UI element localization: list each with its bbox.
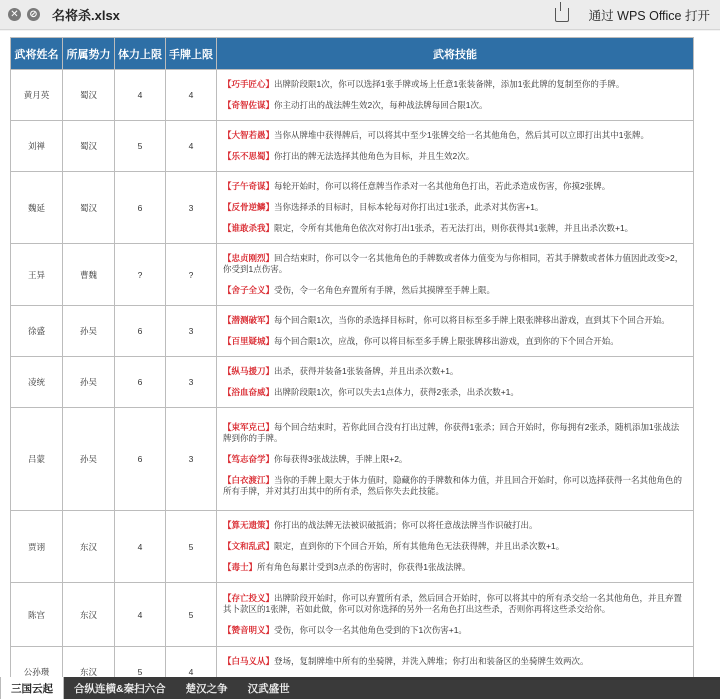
- cell-hand[interactable]: 5: [166, 511, 217, 583]
- skill-entry: [223, 541, 687, 552]
- skill-text: 你主动打出的战法牌生效2次，每种战法牌每回合限1次。: [274, 100, 488, 110]
- cell-hand[interactable]: 4: [166, 70, 217, 121]
- cell-hp[interactable]: 6: [115, 408, 166, 511]
- skill-text: 所有角色每累计受到3点杀的伤害时，你获得1张战法牌。: [257, 562, 471, 572]
- skill-text: 每轮开始时，你可以将任意牌当作杀对一名其他角色打出，若此杀造成伤害，你摸2张牌。: [274, 181, 611, 191]
- cell-name[interactable]: 陈宫: [11, 583, 63, 647]
- skill-text: 出杀，获得并装备1张装备牌，并且出杀次数+1。: [274, 366, 459, 376]
- skill-entry: [223, 253, 687, 275]
- cell-name[interactable]: 吕蒙: [11, 408, 63, 511]
- cell-hp[interactable]: ?: [115, 244, 166, 306]
- skill-text: 出牌阶段限1次，你可以选择1张手牌或场上任意1张装备牌，添加1张此牌的复制至你的手牌。: [274, 79, 625, 89]
- cell-skills[interactable]: [217, 511, 694, 583]
- header-name: 武将姓名: [11, 38, 63, 70]
- skill-text: 登场，复制牌堆中所有的坐骑牌，并洗入牌堆；你打出和装备区的坐骑牌生效两次。: [274, 656, 589, 666]
- file-name: 名将杀.xlsx: [52, 8, 120, 23]
- table-row: [11, 172, 694, 244]
- cell-faction[interactable]: 孙吴: [63, 408, 115, 511]
- skill-name: 【乐不思蜀】: [223, 151, 275, 161]
- skill-text: 当你选择杀的目标时，目标本轮每对你打出过1张杀，此杀对其伤害+1。: [274, 202, 544, 212]
- open-with-wps-button[interactable]: 通过 WPS Office 打开: [588, 9, 710, 23]
- skill-entry: [223, 100, 687, 111]
- skill-entry: [223, 151, 687, 162]
- skill-text: 你打出的牌无法选择其他角色为目标，并且生效2次。: [274, 151, 475, 161]
- cell-name[interactable]: 公孙瓒: [11, 647, 63, 698]
- cell-hp[interactable]: 6: [115, 357, 166, 408]
- skill-name: 【子午奇谋】: [223, 181, 275, 191]
- header-skills: 武将技能: [217, 38, 694, 70]
- skill-entry: [223, 366, 687, 377]
- skill-entry: [223, 223, 687, 234]
- header-hp: 体力上限: [115, 38, 166, 70]
- skill-name: 【巧手匠心】: [223, 79, 275, 89]
- skill-entry: [223, 285, 687, 296]
- skill-text: 你每获得3张战法牌，手牌上限+2。: [274, 453, 408, 464]
- skill-text: 受伤，你可以令一名其他角色受到的下1次伤害+1。: [274, 625, 467, 635]
- share-icon[interactable]: [555, 8, 569, 22]
- cell-name[interactable]: 贾诩: [11, 511, 63, 583]
- sheet-tab-3[interactable]: 楚汉之争: [185, 682, 228, 695]
- cell-skills[interactable]: [217, 70, 694, 121]
- skill-name: 【毒士】: [223, 562, 258, 572]
- cell-faction[interactable]: 东汉: [63, 583, 115, 647]
- cell-name[interactable]: 魏延: [11, 172, 63, 244]
- skill-name: 【白衣渡江】: [223, 474, 275, 485]
- no-entry-icon[interactable]: ⊘: [27, 8, 40, 21]
- cell-faction[interactable]: 蜀汉: [63, 121, 115, 172]
- cell-name[interactable]: 凌统: [11, 357, 63, 408]
- cell-skills[interactable]: [217, 306, 694, 357]
- cell-hp[interactable]: 5: [115, 647, 166, 698]
- skill-name: 【文和乱武】: [223, 541, 275, 551]
- skill-name: 【束军克己】: [223, 421, 275, 432]
- cell-hp[interactable]: 4: [115, 583, 166, 647]
- skill-text: 每个回合限1次，应战，你可以将目标至多手牌上限张牌移出游戏，直到你的下个回合开始。: [274, 336, 619, 346]
- table-row: [11, 408, 694, 511]
- skill-name: 【忠贞刚烈】: [223, 253, 275, 263]
- skill-text: 出牌阶段开始时，你可以弃置所有杀，然后回合开始时，你可以将其中的所有杀交给一名其他角色，并且弃置其卜款区的1张牌，若如此做，你可以对你选择的另外一名角色打出这些杀，否则你再将这些杀交给你。: [223, 593, 683, 614]
- table-row: [11, 306, 694, 357]
- skill-text: 限定，令所有其他角色依次对你打出1张杀，若无法打出，则你获得其1张牌，并且出杀次数+1。: [274, 223, 634, 233]
- cell-faction[interactable]: 蜀汉: [63, 70, 115, 121]
- sheet-tab-1[interactable]: 三国云起: [0, 677, 64, 699]
- skill-name: 【浴血奋威】: [223, 387, 275, 397]
- skill-entry: [223, 79, 687, 90]
- skill-text: 每个回合限1次，当你的杀选择目标时，你可以将目标至多手牌上限张牌移出游戏，直到其下个回合开始。: [274, 315, 670, 325]
- skill-entry: [223, 181, 687, 192]
- cell-name[interactable]: 徐盛: [11, 306, 63, 357]
- skill-name: 【算无遗策】: [223, 520, 275, 530]
- skill-entry: [223, 202, 687, 213]
- skill-name: 【白马义从】: [223, 656, 275, 666]
- cell-hp[interactable]: 4: [115, 70, 166, 121]
- skill-text: 当你的手牌上限大于体力值时，隐藏你的手牌数和体力值，并且回合开始时，你可以选择获得一名其他角色的所有手牌，并对其打出其中的所有杀，然后你失去此技能。: [223, 474, 683, 496]
- table-row: [11, 121, 694, 172]
- skill-name: 【存亡投义】: [223, 593, 275, 603]
- cell-hand[interactable]: ?: [166, 244, 217, 306]
- cell-name[interactable]: 王异: [11, 244, 63, 306]
- table-row: [11, 70, 694, 121]
- skill-name: 【大智若愚】: [223, 130, 275, 140]
- cell-hand[interactable]: 4: [166, 121, 217, 172]
- cell-faction[interactable]: 曹魏: [63, 244, 115, 306]
- skill-name: 【赞音明义】: [223, 625, 275, 635]
- skill-text: 回合结束时，你可以令一名其他角色的手牌数或者体力值变为与你相同，若其手牌数或者体力值因此改变>2，你受到1点伤害。: [223, 253, 684, 274]
- sheet-tabs: [0, 677, 720, 699]
- close-icon[interactable]: ✕: [8, 8, 21, 21]
- cell-hp[interactable]: 6: [115, 172, 166, 244]
- cell-faction[interactable]: 孙吴: [63, 306, 115, 357]
- cell-hand[interactable]: 3: [166, 408, 217, 511]
- cell-hand[interactable]: 3: [166, 306, 217, 357]
- table-row: [11, 244, 694, 306]
- skill-entry: [223, 454, 687, 465]
- skill-entry: [223, 656, 687, 667]
- cell-hand[interactable]: 4: [166, 647, 217, 698]
- skill-entry: [223, 562, 687, 573]
- cell-skills[interactable]: [217, 121, 694, 172]
- cell-faction[interactable]: 蜀汉: [63, 172, 115, 244]
- skill-name: 【笃志奋学】: [223, 453, 275, 464]
- cell-hand[interactable]: 5: [166, 583, 217, 647]
- title-bar: [0, 0, 720, 30]
- skill-name: 【奇智佐谋】: [223, 100, 275, 110]
- sheet-tab-4[interactable]: 汉武盛世: [247, 682, 290, 695]
- skill-name: 【百里疑城】: [223, 336, 275, 346]
- skill-name: 【谁敢杀我】: [223, 223, 275, 233]
- cell-skills[interactable]: [217, 244, 694, 306]
- skill-name: 【舍子全义】: [223, 285, 275, 295]
- skill-text: 你打出的战法牌无法被识破抵消；你可以将任意战法牌当作识破打出。: [274, 520, 538, 530]
- skill-entry: [223, 475, 687, 497]
- skill-text: 限定，直到你的下个回合开始，所有其他角色无法获得牌，并且出杀次数+1。: [274, 541, 565, 551]
- cell-hp[interactable]: 5: [115, 121, 166, 172]
- skill-entry: [223, 387, 687, 398]
- skill-text: 当你从牌堆中获得牌后，可以将其中至少1张牌交给一名其他角色，然后其可以立即打出其中1张牌。: [274, 130, 649, 140]
- skill-text: 出牌阶段限1次，你可以失去1点体力，获得2张杀，出杀次数+1。: [274, 387, 519, 397]
- cell-faction[interactable]: 孙吴: [63, 357, 115, 408]
- cell-faction[interactable]: 东汉: [63, 511, 115, 583]
- skill-text: 受伤，令一名角色弃置所有手牌，然后其摸牌至手牌上限。: [274, 285, 496, 295]
- cell-hp[interactable]: 4: [115, 511, 166, 583]
- header-row: [11, 38, 694, 70]
- header-faction: 所属势力: [63, 38, 115, 70]
- generals-table: [10, 37, 694, 698]
- skill-entry: [223, 520, 687, 531]
- cell-faction[interactable]: 东汉: [63, 647, 115, 698]
- cell-skills[interactable]: [217, 357, 694, 408]
- header-hand: 手牌上限: [166, 38, 217, 70]
- skill-name: 【潜测破军】: [223, 315, 275, 325]
- cell-hand[interactable]: 3: [166, 357, 217, 408]
- cell-name[interactable]: 黄月英: [11, 70, 63, 121]
- cell-skills[interactable]: [217, 172, 694, 244]
- skill-entry: [223, 315, 687, 326]
- table-row: [11, 583, 694, 647]
- cell-hp[interactable]: 6: [115, 306, 166, 357]
- cell-name[interactable]: 刘禅: [11, 121, 63, 172]
- skill-entry: [223, 130, 687, 141]
- skill-entry: [223, 422, 687, 444]
- skill-entry: [223, 593, 687, 615]
- skill-entry: [223, 336, 687, 347]
- spreadsheet-view: [0, 31, 720, 677]
- skill-text: 每个回合结束时，若你此回合没有打出过牌，你获得1张杀；回合开始时，你每拥有2张杀，随机添加1张战法牌到你的手牌。: [223, 421, 680, 443]
- table-row: [11, 357, 694, 408]
- cell-hand[interactable]: 3: [166, 172, 217, 244]
- skill-entry: [223, 625, 687, 636]
- table-row: [11, 511, 694, 583]
- cell-skills[interactable]: [217, 583, 694, 647]
- skill-name: 【纵马援刀】: [223, 366, 275, 376]
- cell-skills[interactable]: [217, 408, 694, 511]
- skill-name: 【反骨逆鳞】: [223, 202, 275, 212]
- sheet-tab-2[interactable]: 合纵连横&秦扫六合: [74, 682, 166, 695]
